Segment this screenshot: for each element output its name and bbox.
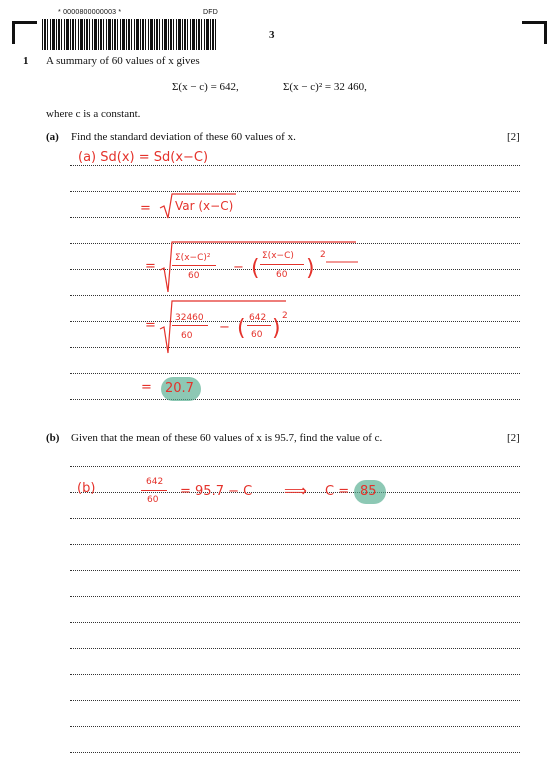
document-code: DFD — [203, 9, 218, 16]
handwritten-inner-numerator: 642 — [249, 313, 267, 323]
handwritten-fraction-denominator: 60 — [147, 495, 159, 505]
handwritten-equals: = — [145, 259, 156, 274]
part-b-question: Given that the mean of these 60 values of x is 95.7, find the value of c. — [71, 432, 383, 444]
handwritten-answer-a: 20.7 — [165, 381, 194, 396]
handwritten-minus: − — [233, 260, 244, 275]
handwritten-paren-open: ( — [251, 256, 260, 281]
handwritten-c-label: C = — [325, 484, 350, 499]
barcode — [42, 19, 218, 50]
question-number: 1 — [23, 55, 29, 67]
sum-expression-1: Σ(x − c) = 642, — [172, 81, 239, 93]
handwritten-denominator: 60 — [181, 331, 193, 341]
handwritten-paren-close: ) — [306, 256, 315, 281]
handwritten-mean-equation: = 95.7 − C — [180, 484, 253, 499]
handwritten-minus: − — [219, 320, 230, 335]
implies-arrow: ⟹ — [284, 481, 307, 500]
answer-line — [70, 399, 520, 400]
handwritten-equals: = — [141, 380, 152, 395]
handwritten-fraction-numerator: 642 — [146, 477, 164, 487]
handwritten-paren-close: ) — [272, 316, 281, 341]
sum-expression-2: Σ(x − c)² = 32 460, — [283, 81, 367, 93]
barcode-number: * 0000800000003 * — [58, 9, 122, 16]
answer-line — [70, 700, 520, 701]
page-number: 3 — [269, 29, 275, 41]
handwritten-exponent: 2 — [320, 250, 326, 260]
part-b-label: (b) — [46, 432, 60, 444]
handwritten-equals: = — [140, 201, 151, 216]
handwritten-sd-line: (a) Sd(x) = Sd(x−C) — [78, 150, 209, 165]
answer-line — [70, 674, 520, 675]
handwritten-paren-open: ( — [237, 316, 246, 341]
handwritten-inner-numerator: Σ(x−C) — [262, 251, 294, 261]
handwritten-numerator: Σ(x−C)² — [175, 253, 211, 263]
answer-line — [70, 321, 520, 322]
answer-line — [70, 191, 520, 192]
answer-line — [70, 373, 520, 374]
handwritten-part-b-label: (b) — [77, 481, 96, 496]
part-a-label: (a) — [46, 131, 59, 143]
part-a-marks: [2] — [507, 131, 520, 143]
handwritten-numerator: 32460 — [175, 313, 204, 323]
fraction-bar — [172, 265, 216, 266]
answer-line — [70, 570, 520, 571]
fraction-bar — [247, 325, 271, 326]
question-intro: A summary of 60 values of x gives — [46, 55, 200, 67]
handwritten-inner-denominator: 60 — [251, 330, 263, 340]
answer-line — [70, 596, 520, 597]
handwritten-answer-b: 85 — [360, 484, 377, 499]
handwritten-variance: Var (x−C) — [175, 199, 234, 213]
answer-line — [70, 217, 520, 218]
part-b-marks: [2] — [507, 432, 520, 444]
corner-mark-left — [12, 21, 37, 44]
answer-line — [70, 726, 520, 727]
answer-line — [70, 622, 520, 623]
handwritten-inner-denominator: 60 — [276, 270, 288, 280]
answer-line — [70, 648, 520, 649]
answer-line — [70, 518, 520, 519]
answer-line — [70, 295, 520, 296]
answer-line — [70, 165, 520, 166]
part-a-question: Find the standard deviation of these 60 values of x. — [71, 131, 296, 143]
handwritten-equals: = — [145, 318, 156, 333]
answer-line — [70, 466, 520, 467]
answer-line — [70, 347, 520, 348]
fraction-bar — [260, 264, 304, 265]
corner-mark-right — [522, 21, 547, 44]
fraction-bar — [141, 490, 167, 491]
handwritten-denominator: 60 — [188, 271, 200, 281]
answer-line — [70, 752, 520, 753]
handwritten-exponent: 2 — [282, 311, 288, 321]
constant-note: where c is a constant. — [46, 108, 141, 120]
fraction-bar — [172, 325, 208, 326]
answer-line — [70, 544, 520, 545]
